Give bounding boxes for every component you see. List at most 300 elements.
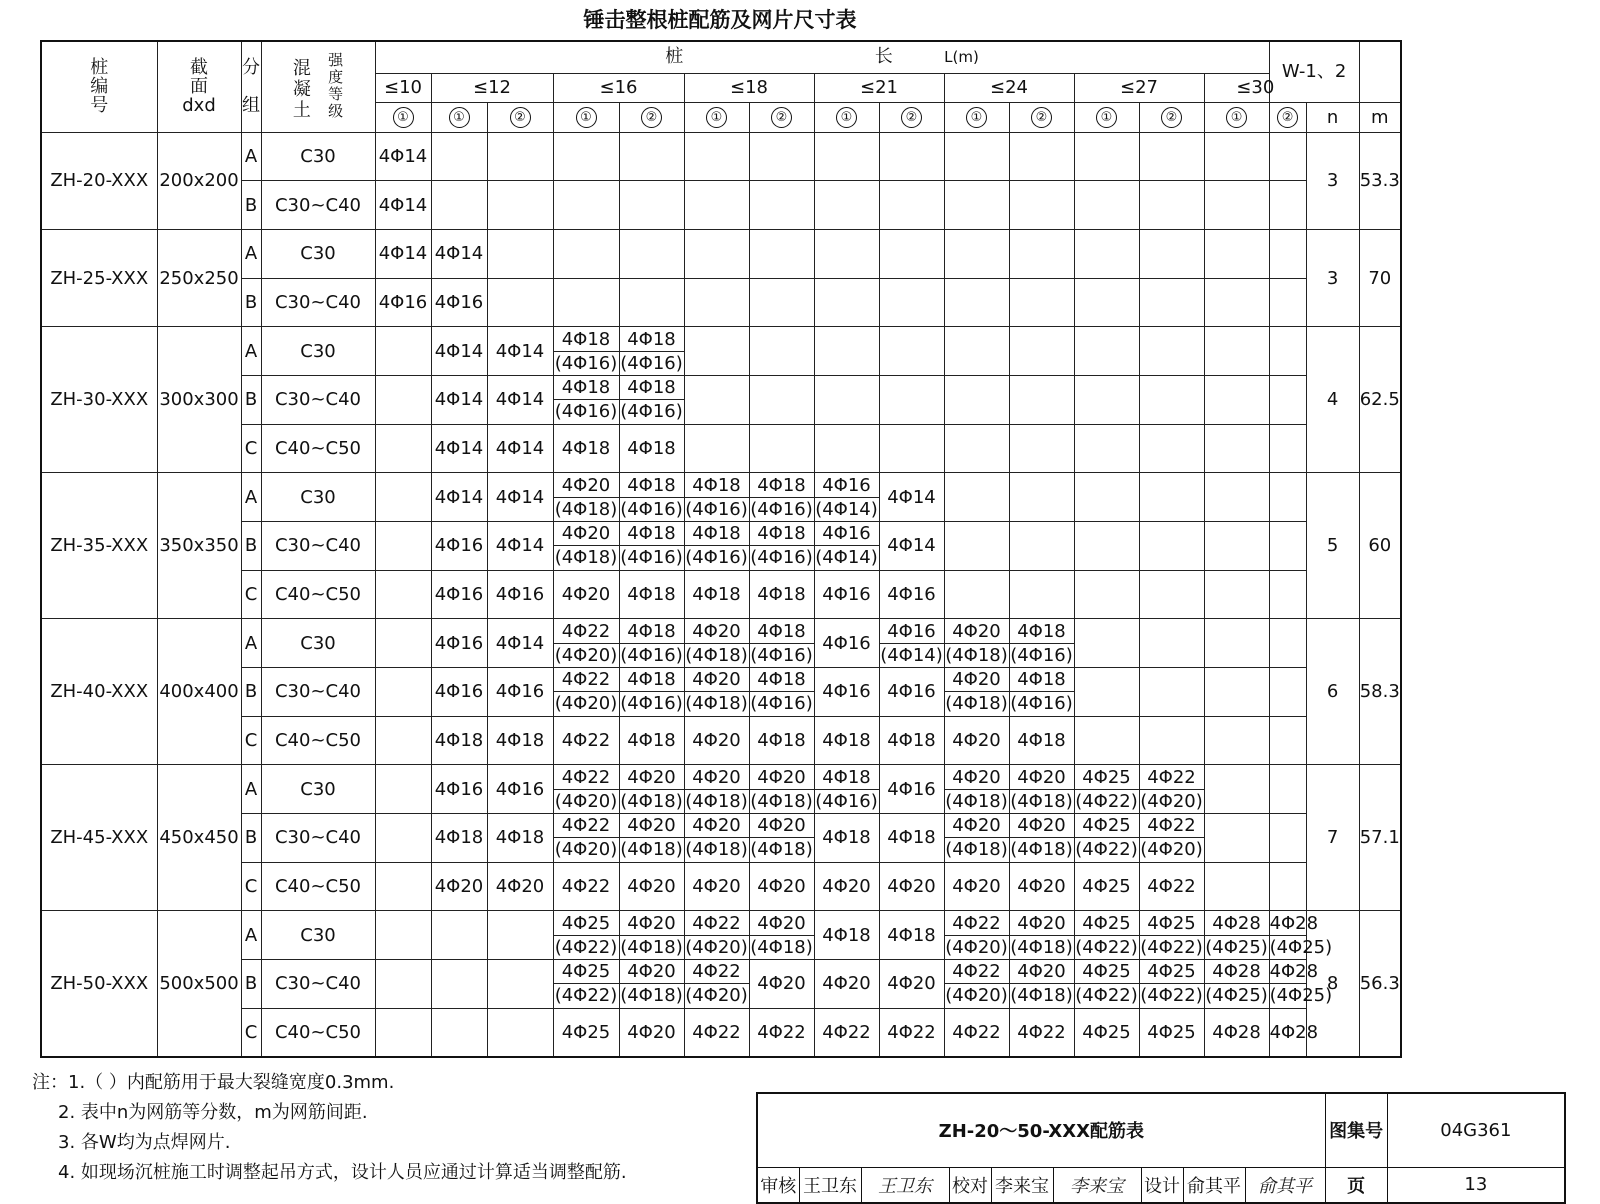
header-circle-1: ① <box>375 102 431 132</box>
header-len-21: ≤21 <box>814 73 944 102</box>
group-cell: B <box>241 375 261 424</box>
rebar-cell <box>944 667 1009 716</box>
rebar-cell <box>1269 716 1306 765</box>
rebar-cell <box>1139 911 1204 960</box>
rebar-cell: 4Φ20 <box>879 959 944 1008</box>
table-row <box>41 619 1401 668</box>
table-row <box>41 570 1401 619</box>
rebar-cell <box>944 327 1009 376</box>
rebar-cell: 4Φ18 <box>749 716 814 765</box>
header-len-16: ≤16 <box>553 73 684 102</box>
concrete-grade-cell: C30~C40 <box>261 278 375 327</box>
rebar-alt: (4Φ18) <box>685 644 748 666</box>
m-cell: 70 <box>1359 229 1401 326</box>
group-cell: C <box>241 716 261 765</box>
rebar-main: 4Φ18 <box>1010 670 1074 692</box>
rebar-cell: 4Φ14 <box>431 375 487 424</box>
rebar-cell <box>553 813 619 862</box>
header-m: m <box>1359 102 1401 132</box>
rebar-main: 4Φ25 <box>554 914 619 936</box>
rebar-cell: 4Φ22 <box>1139 862 1204 911</box>
rebar-cell: 4Φ16 <box>487 765 553 814</box>
rebar-cell <box>553 521 619 570</box>
rebar-cell: 4Φ18 <box>431 813 487 862</box>
table-row <box>41 473 1401 522</box>
rebar-cell: 4Φ22 <box>1009 1008 1074 1057</box>
header-len-27: ≤27 <box>1074 73 1204 102</box>
rebar-cell <box>944 619 1009 668</box>
rebar-alt: (4Φ20) <box>945 985 1008 1007</box>
rebar-alt: (4Φ16) <box>620 547 683 569</box>
rebar-cell <box>619 375 684 424</box>
rebar-main: 4Φ28 <box>1269 912 1319 934</box>
header-circle-1: ① <box>1204 102 1269 132</box>
table-row <box>41 327 1401 376</box>
rebar-alt: (4Φ16) <box>620 644 683 666</box>
rebar-main: 4Φ22 <box>945 914 1009 936</box>
header-circle-1: ① <box>814 102 879 132</box>
rebar-main: 4Φ16 <box>815 476 879 498</box>
rebar-cell: 4Φ14 <box>879 521 944 570</box>
drawing-title: ZH-20～50-XXX配筋表 <box>757 1093 1325 1167</box>
designer-name: 俞其平 <box>1183 1167 1245 1203</box>
rebar-cell: 4Φ18 <box>879 716 944 765</box>
rebar-cell <box>553 667 619 716</box>
rebar-cell <box>1009 375 1074 424</box>
rebar-cell <box>1074 521 1139 570</box>
concrete-grade-cell: C30 <box>261 327 375 376</box>
rebar-alt: (4Φ20) <box>554 644 618 666</box>
rebar-main: 4Φ20 <box>685 622 749 644</box>
rebar-main: 4Φ18 <box>815 768 879 790</box>
group-cell: C <box>241 1008 261 1057</box>
rebar-alt: (4Φ18) <box>945 790 1008 812</box>
concrete-grade-cell: C40~C50 <box>261 424 375 473</box>
rebar-cell <box>749 424 814 473</box>
section-cell: 450x450 <box>157 765 241 911</box>
rebar-cell: 4Φ14 <box>375 132 431 181</box>
rebar-cell <box>749 619 814 668</box>
header-circle-1: ① <box>431 102 487 132</box>
rebar-cell: 4Φ18 <box>814 911 879 960</box>
rebar-main: 4Φ20 <box>945 768 1009 790</box>
rebar-cell <box>619 473 684 522</box>
rebar-alt: (4Φ18) <box>1010 839 1073 861</box>
concrete-grade-cell: C30 <box>261 619 375 668</box>
rebar-main: 4Φ18 <box>620 670 684 692</box>
concrete-grade-cell: C30~C40 <box>261 375 375 424</box>
m-cell: 57.1 <box>1359 765 1401 911</box>
rebar-cell <box>553 619 619 668</box>
rebar-cell: 4Φ18 <box>487 813 553 862</box>
rebar-main: 4Φ20 <box>620 768 684 790</box>
concrete-grade-cell: C30~C40 <box>261 959 375 1008</box>
rebar-cell <box>879 619 944 668</box>
rebar-cell <box>749 911 814 960</box>
rebar-alt: (4Φ16) <box>620 401 683 423</box>
rebar-cell <box>1269 911 1333 960</box>
rebar-cell <box>1204 813 1269 862</box>
rebar-cell <box>684 132 749 181</box>
rebar-alt: (4Φ14) <box>815 498 878 520</box>
rebar-alt: (4Φ18) <box>1010 936 1073 958</box>
rebar-alt: (4Φ20) <box>945 936 1008 958</box>
concrete-grade-cell: C30 <box>261 765 375 814</box>
rebar-cell: 4Φ14 <box>431 327 487 376</box>
rebar-main: 4Φ20 <box>945 816 1009 838</box>
rebar-cell <box>814 229 879 278</box>
check-label: 校对 <box>949 1167 991 1203</box>
rebar-alt: (4Φ22) <box>554 936 618 958</box>
rebar-cell <box>749 278 814 327</box>
header-len-24: ≤24 <box>944 73 1074 102</box>
rebar-cell <box>879 132 944 181</box>
rebar-cell <box>684 327 749 376</box>
rebar-alt: (4Φ22) <box>1075 839 1138 861</box>
rebar-alt: (4Φ25) <box>1269 936 1333 958</box>
rebar-cell: 4Φ22 <box>944 1008 1009 1057</box>
rebar-cell <box>1204 132 1269 181</box>
rebar-cell <box>1009 619 1074 668</box>
rebar-cell <box>1139 765 1204 814</box>
rebar-main: 4Φ18 <box>554 378 619 400</box>
rebar-cell <box>879 327 944 376</box>
header-pile-length: 桩 长 L(m) <box>375 41 1269 73</box>
rebar-cell <box>487 911 553 960</box>
rebar-alt: (4Φ18) <box>685 693 748 715</box>
header-circle-1: ① <box>1074 102 1139 132</box>
rebar-cell <box>431 132 487 181</box>
rebar-cell <box>879 278 944 327</box>
rebar-cell: 4Φ16 <box>375 278 431 327</box>
rebar-main: 4Φ18 <box>750 622 814 644</box>
rebar-main: 4Φ25 <box>1140 962 1204 984</box>
rebar-alt: (4Φ25) <box>1269 985 1333 1007</box>
concrete-grade-cell: C30 <box>261 473 375 522</box>
rebar-cell: 4Φ22 <box>684 1008 749 1057</box>
rebar-cell <box>1139 521 1204 570</box>
rebar-alt: (4Φ20) <box>554 839 618 861</box>
header-circle-2: ② <box>619 102 684 132</box>
header-len-30: ≤30 <box>1204 73 1306 102</box>
table-row <box>41 911 1401 960</box>
rebar-main: 4Φ25 <box>1075 816 1139 838</box>
notes <box>32 1068 627 1188</box>
rebar-cell <box>1269 959 1333 1008</box>
rebar-cell <box>814 181 879 230</box>
rebar-cell <box>619 959 684 1008</box>
rebar-cell: 4Φ14 <box>879 473 944 522</box>
rebar-cell <box>1074 181 1139 230</box>
concrete-grade-cell: C40~C50 <box>261 570 375 619</box>
rebar-cell: 4Φ16 <box>879 570 944 619</box>
rebar-cell <box>1139 473 1204 522</box>
rebar-cell <box>375 570 431 619</box>
rebar-cell <box>1204 959 1269 1008</box>
designer-signature: 俞其平 <box>1245 1167 1325 1203</box>
rebar-main: 4Φ20 <box>750 816 814 838</box>
rebar-alt: (4Φ16) <box>750 498 813 520</box>
rebar-cell <box>1009 424 1074 473</box>
page-title: 锤击整根桩配筋及网片尺寸表 <box>583 8 857 32</box>
rebar-cell <box>1139 716 1204 765</box>
rebar-cell: 4Φ16 <box>431 521 487 570</box>
rebar-cell <box>375 424 431 473</box>
rebar-cell <box>1269 619 1306 668</box>
rebar-alt: (4Φ25) <box>1205 936 1268 958</box>
rebar-cell <box>553 327 619 376</box>
rebar-main: 4Φ18 <box>750 524 814 546</box>
group-cell: B <box>241 959 261 1008</box>
rebar-cell: 4Φ16 <box>431 570 487 619</box>
rebar-cell <box>1139 813 1204 862</box>
rebar-cell <box>1204 375 1269 424</box>
rebar-cell <box>1009 132 1074 181</box>
header-circle-2: ② <box>879 102 944 132</box>
rebar-cell <box>1204 667 1269 716</box>
rebar-cell <box>1269 278 1306 327</box>
table-row <box>41 667 1401 716</box>
n-cell: 7 <box>1306 765 1359 911</box>
rebar-cell <box>431 181 487 230</box>
rebar-cell <box>1009 229 1074 278</box>
rebar-alt: (4Φ25) <box>1205 985 1268 1007</box>
rebar-cell <box>619 229 684 278</box>
rebar-cell <box>1269 473 1306 522</box>
rebar-cell: 4Φ16 <box>487 667 553 716</box>
rebar-cell <box>879 424 944 473</box>
rebar-cell <box>944 813 1009 862</box>
rebar-cell: 4Φ18 <box>1009 716 1074 765</box>
rebar-cell: 4Φ18 <box>431 716 487 765</box>
note-2: 2. 表中n为网筋等分数，m为网筋间距. <box>58 1102 368 1123</box>
rebar-cell <box>375 813 431 862</box>
rebar-cell <box>684 765 749 814</box>
rebar-cell <box>487 278 553 327</box>
rebar-cell <box>814 375 879 424</box>
rebar-cell <box>619 132 684 181</box>
rebar-cell <box>1074 424 1139 473</box>
rebar-cell: 4Φ18 <box>487 716 553 765</box>
rebar-cell: 4Φ18 <box>814 716 879 765</box>
rebar-cell <box>944 521 1009 570</box>
rebar-cell <box>1269 570 1306 619</box>
rebar-cell <box>553 959 619 1008</box>
header-circle-1: ① <box>553 102 619 132</box>
rebar-cell <box>375 959 431 1008</box>
table-row <box>41 181 1401 230</box>
rebar-cell <box>684 959 749 1008</box>
rebar-cell: 4Φ14 <box>431 424 487 473</box>
rebar-cell <box>814 473 879 522</box>
rebar-cell <box>684 911 749 960</box>
rebar-alt: (4Φ16) <box>620 352 683 374</box>
group-cell: A <box>241 327 261 376</box>
header-circle-1: ① <box>684 102 749 132</box>
rebar-cell: 4Φ20 <box>814 959 879 1008</box>
rebar-main: 4Φ20 <box>554 524 619 546</box>
rebar-alt: (4Φ16) <box>750 693 813 715</box>
rebar-main: 4Φ20 <box>685 768 749 790</box>
rebar-cell <box>553 181 619 230</box>
rebar-cell: 4Φ18 <box>619 716 684 765</box>
rebar-main: 4Φ20 <box>1010 962 1074 984</box>
rebar-cell: 4Φ18 <box>749 570 814 619</box>
rebar-alt: (4Φ22) <box>1075 790 1138 812</box>
group-cell: A <box>241 229 261 278</box>
rebar-cell <box>684 181 749 230</box>
rebar-main: 4Φ18 <box>1010 622 1074 644</box>
rebar-alt: (4Φ18) <box>685 839 748 861</box>
rebar-alt: (4Φ20) <box>685 985 748 1007</box>
rebar-cell <box>1074 959 1139 1008</box>
rebar-alt: (4Φ20) <box>554 693 618 715</box>
rebar-cell <box>1204 911 1269 960</box>
rebar-cell <box>1074 619 1139 668</box>
rebar-cell <box>1074 278 1139 327</box>
rebar-cell: 4Φ22 <box>879 1008 944 1057</box>
rebar-cell <box>749 813 814 862</box>
rebar-cell <box>619 521 684 570</box>
rebar-main: 4Φ16 <box>815 524 879 546</box>
rebar-cell <box>619 765 684 814</box>
concrete-grade-cell: C30~C40 <box>261 813 375 862</box>
checker-signature: 李来宝 <box>1053 1167 1141 1203</box>
rebar-main: 4Φ28 <box>1269 961 1319 983</box>
rebar-cell: 4Φ20 <box>814 862 879 911</box>
rebar-cell <box>684 521 749 570</box>
rebar-cell <box>1139 570 1204 619</box>
rebar-cell: 4Φ20 <box>684 862 749 911</box>
rebar-main: 4Φ18 <box>685 524 749 546</box>
rebar-alt: (4Φ18) <box>620 839 683 861</box>
n-cell: 8 <box>1306 911 1359 1057</box>
rebar-cell <box>1204 473 1269 522</box>
header-concrete-grade: 混 凝 土 强 度 等 级 <box>261 41 375 132</box>
rebar-main: 4Φ20 <box>685 670 749 692</box>
rebar-alt: (4Φ16) <box>1010 644 1073 666</box>
rebar-cell: 4Φ16 <box>431 765 487 814</box>
atlas-no: 04G361 <box>1387 1093 1565 1167</box>
pile-no-cell: ZH-45-XXX <box>41 765 157 911</box>
rebar-alt: (4Φ16) <box>620 498 683 520</box>
rebar-alt: (4Φ16) <box>685 547 748 569</box>
rebar-cell: 4Φ18 <box>879 813 944 862</box>
rebar-cell: 4Φ16 <box>879 667 944 716</box>
rebar-cell <box>944 959 1009 1008</box>
rebar-cell <box>944 375 1009 424</box>
table-row <box>41 765 1401 814</box>
rebar-alt: (4Φ18) <box>1010 985 1073 1007</box>
checker-name: 李来宝 <box>991 1167 1053 1203</box>
rebar-cell <box>814 765 879 814</box>
header-circle-2: ② <box>487 102 553 132</box>
rebar-cell <box>684 667 749 716</box>
rebar-main: 4Φ28 <box>1205 914 1269 936</box>
rebar-cell <box>1269 862 1306 911</box>
rebar-cell <box>1139 229 1204 278</box>
rebar-cell: 4Φ20 <box>553 570 619 619</box>
rebar-cell <box>944 424 1009 473</box>
rebar-cell <box>375 521 431 570</box>
rebar-cell <box>1009 765 1074 814</box>
rebar-cell <box>1009 521 1074 570</box>
rebar-cell <box>1074 570 1139 619</box>
rebar-main: 4Φ18 <box>685 476 749 498</box>
group-cell: A <box>241 619 261 668</box>
rebar-cell <box>1074 375 1139 424</box>
rebar-cell <box>431 911 487 960</box>
rebar-alt: (4Φ16) <box>554 352 618 374</box>
rebar-main: 4Φ28 <box>1205 962 1269 984</box>
rebar-alt: (4Φ16) <box>554 401 618 423</box>
rebar-cell <box>1269 132 1306 181</box>
rebar-cell <box>1139 327 1204 376</box>
rebar-cell <box>553 229 619 278</box>
rebar-main: 4Φ18 <box>620 524 684 546</box>
rebar-cell <box>879 229 944 278</box>
rebar-main: 4Φ22 <box>554 622 619 644</box>
rebar-cell <box>375 473 431 522</box>
table-row <box>41 229 1401 278</box>
rebar-cell <box>375 862 431 911</box>
rebar-main: 4Φ25 <box>1075 914 1139 936</box>
rebar-cell <box>1269 181 1306 230</box>
rebar-cell <box>375 1008 431 1057</box>
rebar-main: 4Φ22 <box>945 962 1009 984</box>
rebar-cell <box>1204 181 1269 230</box>
concrete-grade-cell: C30 <box>261 132 375 181</box>
m-cell: 62.5 <box>1359 327 1401 473</box>
concrete-grade-cell: C30 <box>261 911 375 960</box>
rebar-cell <box>375 765 431 814</box>
table-row <box>41 959 1401 1008</box>
rebar-cell <box>1269 327 1306 376</box>
header-circle-2: ② <box>749 102 814 132</box>
reviewer-name: 王卫东 <box>799 1167 861 1203</box>
rebar-cell <box>1139 619 1204 668</box>
rebar-cell <box>1009 959 1074 1008</box>
header-w: W-1、2 <box>1269 41 1359 102</box>
rebar-alt: (4Φ14) <box>880 644 943 666</box>
rebar-main: 4Φ18 <box>750 476 814 498</box>
rebar-cell <box>1204 327 1269 376</box>
rebar-cell <box>814 132 879 181</box>
group-cell: C <box>241 424 261 473</box>
rebar-cell: 4Φ20 <box>619 1008 684 1057</box>
rebar-cell <box>1204 570 1269 619</box>
rebar-cell <box>749 327 814 376</box>
rebar-main: 4Φ25 <box>1075 962 1139 984</box>
table-row <box>41 132 1401 181</box>
rebar-cell <box>619 813 684 862</box>
table-row <box>41 1008 1401 1057</box>
rebar-cell: 4Φ20 <box>684 716 749 765</box>
rebar-main: 4Φ22 <box>554 670 619 692</box>
rebar-cell <box>944 765 1009 814</box>
group-cell: B <box>241 667 261 716</box>
rebar-cell <box>1269 521 1306 570</box>
rebar-main: 4Φ22 <box>685 962 749 984</box>
rebar-cell <box>1074 229 1139 278</box>
rebar-cell: 4Φ20 <box>749 862 814 911</box>
rebar-cell: 4Φ20 <box>749 959 814 1008</box>
rebar-main: 4Φ20 <box>620 816 684 838</box>
review-label: 审核 <box>757 1167 799 1203</box>
rebar-cell: 4Φ18 <box>619 424 684 473</box>
m-cell: 60 <box>1359 473 1401 619</box>
rebar-cell <box>619 619 684 668</box>
